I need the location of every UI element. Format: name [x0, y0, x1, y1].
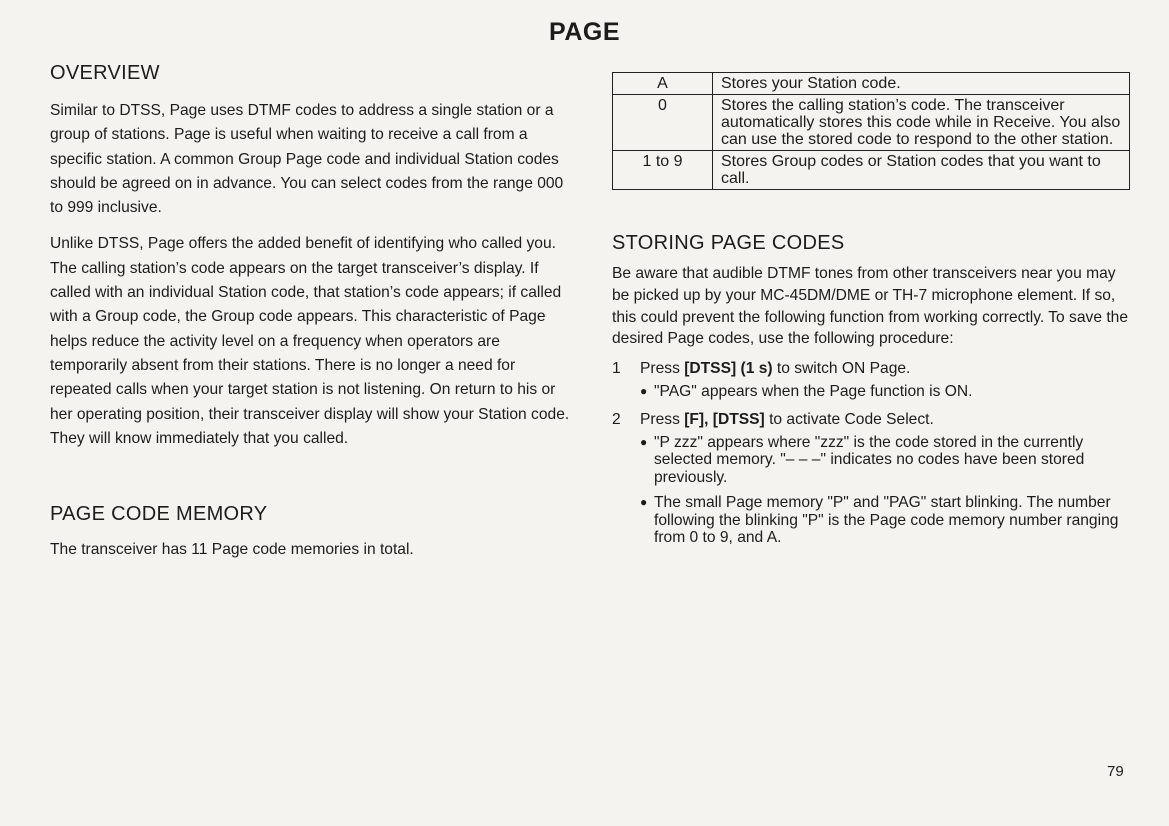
- memory-description: Stores Group codes or Station codes that you want to call.: [713, 151, 1130, 190]
- memory-description: Stores your Station code.: [713, 73, 1130, 95]
- bullet-icon: ●: [640, 495, 648, 510]
- overview-paragraph-2: Unlike DTSS, Page offers the added benefit of identifying who called you. The calling station’s code appears on the target transceiver’s display. If called with an individual Station code, that station’s code appears; if called with a Group code, the Group code appears. This characteristic of Page helps reduce the activity level on a frequency when operators are temporarily absent from their stations. There is no longer a need for repeated calls when your target station is not listening. On return to his or her operating position, their transceiver display will show your Station code. They will know immediately that you called.: [50, 235, 570, 447]
- procedure-step: [612, 358, 1132, 379]
- step-text-pre: Press: [640, 410, 685, 428]
- step-text-post: to switch ON Page.: [772, 360, 911, 378]
- page-title: PAGE: [549, 18, 620, 46]
- bullet-icon: ●: [640, 384, 648, 399]
- table-row: [613, 151, 1130, 190]
- memory-description: Stores the calling station’s code. The transceiver automatically stores this code while in Receive. You also can use the stored code to respond to the other station.: [713, 95, 1130, 151]
- page-code-memory-text: The transceiver has 11 Page code memories in total.: [50, 541, 414, 559]
- bullet-text: The small Page memory "P" and "PAG" start blinking. The number following the blinking "P" is the Page code memory number ranging from 0 to 9, and A.: [654, 494, 1119, 547]
- left-column: [50, 62, 570, 562]
- step-text-pre: Press: [640, 360, 685, 378]
- table-row: [613, 73, 1130, 95]
- step-keys: [DTSS] (1 s): [684, 360, 773, 378]
- step-text-post: to activate Code Select.: [764, 410, 934, 428]
- right-column: [612, 72, 1132, 555]
- page-memory-table: [612, 72, 1130, 190]
- memory-key: A: [613, 73, 713, 95]
- page-number: 79: [1107, 763, 1124, 780]
- list-item: [640, 434, 1132, 487]
- procedure-step: [612, 409, 1132, 430]
- bullet-text: "PAG" appears when the Page function is ON.: [654, 383, 973, 401]
- list-item: [640, 494, 1132, 547]
- memory-key: 0: [613, 95, 713, 151]
- storing-intro: Be aware that audible DTMF tones from other transceivers near you may be picked up by your MC-45DM/DME or TH-7 microphone element. If so, this could prevent the following function from working correctly. To save the desired Page codes, use the following procedure:: [612, 265, 1129, 348]
- memory-key: 1 to 9: [613, 151, 713, 190]
- table-row: [613, 95, 1130, 151]
- step-number: 1: [612, 360, 621, 378]
- bullet-text: "P zzz" appears where "zzz" is the code stored in the currently selected memory. "– – –" indicates no codes have been stored previously.: [654, 433, 1085, 486]
- step-keys: [F], [DTSS]: [684, 410, 765, 428]
- storing-heading: STORING PAGE CODES: [612, 232, 845, 254]
- overview-paragraph-1: Similar to DTSS, Page uses DTMF codes to address a single station or a group of stations. Page is useful when waiting to receive a call from a specific station. A common Group Page code and individual Station codes should be agreed on in advance. You can select codes from the range 000 to 999 inclusive.: [50, 102, 564, 217]
- bullet-icon: ●: [640, 434, 648, 449]
- list-item: [640, 383, 1132, 401]
- overview-heading: OVERVIEW: [50, 62, 160, 84]
- page-code-memory-heading: PAGE CODE MEMORY: [50, 503, 268, 526]
- step-number: 2: [612, 410, 621, 428]
